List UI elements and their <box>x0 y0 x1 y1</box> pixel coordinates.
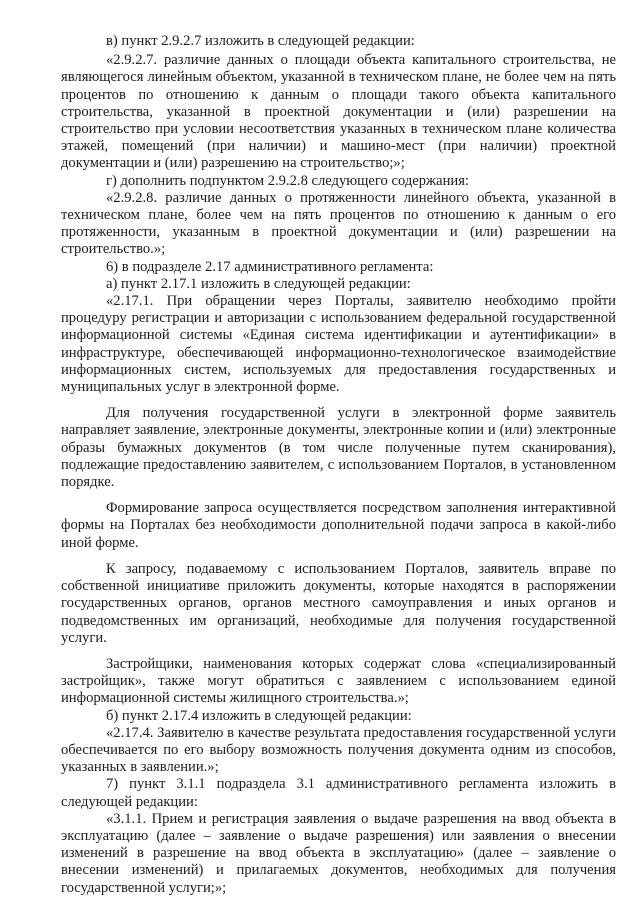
amendment-item-v: в) пункт 2.9.2.7 изложить в следующей редакции: <box>106 33 415 49</box>
request-formation-paragraph: Формирование запроса осуществляется посредством заполнения интерактивной формы на Порталах без необходимости дополнительной подачи запроса в какой-либо иной форме. <box>61 500 616 551</box>
clause-2-17-1-text: «2.17.1. При обращении через Порталы, заявителю необходимо пройти процедуру регистрации и авторизации с использованием федеральной государственной информационной системы «Единая система идентификации и аутентификации» в инфраструктуре, обеспечивающей информационно-технологическое взаимодействие информационных систем, используемых для предоставления государственных и муниципальных услуг в электронной форме. <box>61 293 616 396</box>
request-attachments-paragraph: К запросу, подаваемому с использованием Порталов, заявитель вправе по собственной инициативе приложить документы, которые находятся в распоряжении государственных органов, органов местного самоуправления и иных органов и подведомственных им организаций, необходимые для получения государственной услуги. <box>61 560 616 646</box>
clause-2-9-2-8-text: «2.9.2.8. различие данных о протяженности линейного объекта, указанной в техническом плане, более чем на пять процентов по отношению к данным о его протяженности, указанным в проектной документации и (или) разрешении на строительство.»; <box>61 189 616 258</box>
amendment-item-a: а) пункт 2.17.1 изложить в следующей редакции: <box>106 275 411 292</box>
amendment-item-b: б) пункт 2.17.4 изложить в следующей редакции: <box>106 707 412 724</box>
amendment-item-7: 7) пункт 3.1.1 подраздела 3.1 административного регламента изложить в следующей редакции: <box>61 776 616 810</box>
electronic-form-paragraph: Для получения государственной услуги в электронной форме заявитель направляет заявление, электронные документы, электронные копии и (или) электронные образы бумажных документов (в том числе полученные путем сканирования), подлежащие предоставлению заявителем, с использованием Порталов, в установленном порядке. <box>61 405 616 491</box>
clause-2-9-2-7-text: «2.9.2.7. различие данных о площади объекта капитального строительства, не являющегося линейным объектом, указанной в техническом плане, не более чем на пять процентов по отношению к данным о площади такого объекта капитального строительства, указанной в проектной документации и (или) разрешении на строительство при условии несоответствия указанных в техническом плане количества этажей, помещений (при наличии) и машино-мест (при наличии) проектной документации и (или) разрешению на строительство;»; <box>61 52 616 172</box>
amendment-item-g: г) дополнить подпунктом 2.9.2.8 следующего содержания: <box>106 172 469 189</box>
amendment-item-6: 6) в подразделе 2.17 административного регламента: <box>106 258 434 275</box>
document-page <box>61 33 616 897</box>
clause-2-17-4-text: «2.17.4. Заявителю в качестве результата предоставления государственной услуги обеспечивается по его выбору возможность получения документа одним из способов, указанных в заявлении.»; <box>61 724 616 776</box>
developers-paragraph: Застройщики, наименования которых содержат слова «специализированный застройщик», также могут обратиться с заявлением с использованием единой информационной системы жилищного строительства.»; <box>61 655 616 707</box>
clause-3-1-1-text: «3.1.1. Прием и регистрация заявления о выдаче разрешения на ввод объекта в эксплуатацию (далее – заявление о выдаче разрешения) или заявления о внесении изменений в разрешение на ввод объекта в эксплуатацию» (далее – заявление о внесении изменений) и прилагаемых документов, необходимых для получения государственной услуги;»; <box>61 810 616 896</box>
